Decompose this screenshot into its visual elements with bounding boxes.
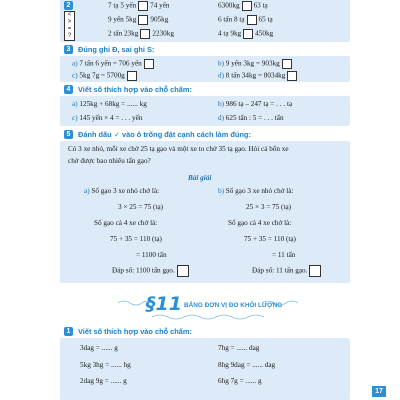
section-title: BẢNG ĐƠN VỊ ĐO KHỐI LƯỢNG (184, 302, 283, 309)
ex4-item-c: c) 145 yến × 4 = . . . yến (72, 114, 143, 122)
s1-row-3-left: 2dag 9g = ...... g (80, 377, 127, 385)
solution-a-line-2: 3 × 25 = 75 (tạ) (118, 203, 164, 211)
s1-row-2-right: 8hg 9dag = ...... dag (218, 361, 276, 369)
solution-b-line-2: 25 × 3 = 75 (tạ) (246, 203, 292, 211)
ex2-row-2-right: 6 tấn 8 tạ 65 tạ (218, 15, 273, 24)
section-exercise-1-title: Viết số thích hợp vào chỗ chấm: (78, 327, 192, 336)
solution-b-answer: Đáp số: 11 tấn gạo. (252, 265, 323, 277)
exercise-3-number: 3 (64, 45, 73, 54)
ex3-item-b: b) 9 yến 3kg = 903kg (218, 59, 294, 69)
exercise-5-title: Đánh dấu ✓ vào ô trống đặt cạnh cách làm đúng: (78, 130, 251, 139)
ex2-row-3-right: 4 tạ 9kg 450kg (218, 29, 274, 38)
exercise-3-title: Đúng ghi Đ, sai ghi S: (78, 45, 155, 54)
ex2-row-3-left: 2 tấn 23kg 2230kg (108, 29, 174, 38)
ex4-item-d: d) 625 tấn : 5 = . . . tấn (218, 114, 284, 122)
s1-row-2-left: 5kg 3hg = ...... hg (80, 361, 131, 369)
section-number: §11 (146, 293, 182, 315)
equals-sign: = (67, 26, 72, 32)
s1-row-3-right: 6hg 7g = ...... g (218, 377, 262, 385)
greater-than-sign: > (67, 19, 72, 25)
ex3-item-c: c) 5kg 7g = 5700g (72, 71, 139, 81)
page-number: 17 (372, 386, 386, 397)
section-exercise-1-number: 1 (64, 327, 73, 336)
solution-a-line-3: Số gạo cả 4 xe chở là: (94, 219, 158, 227)
s1-row-1-left: 3dag = ...... g (80, 344, 118, 352)
ex3-item-d: d) 8 tấn 34kg = 8034kg (218, 71, 299, 81)
solution-b-line-3: Số gạo cả 4 xe chở là: (228, 219, 292, 227)
ex2-row-2-left: 9 yến 5kg 905kg (108, 15, 169, 24)
solution-b-line-1: b) Số gạo 3 xe nhỏ chở là: (218, 187, 294, 195)
exercise-2-number: 2 (64, 1, 73, 10)
wave-underline (152, 315, 264, 319)
s1-row-1-right: 7hg = ...... dag (218, 344, 260, 352)
solution-a-line-4: 75 + 35 = 110 (tạ) (110, 235, 162, 243)
exercise-4-title: Viết số thích hợp vào chỗ chấm: (78, 85, 192, 94)
less-than-sign: < (67, 12, 72, 18)
solution-title: Bài giải (188, 174, 212, 182)
problem-line-2: chở được bao nhiêu tấn gạo? (68, 157, 151, 165)
solution-a-line-5: = 1100 tấn (136, 251, 167, 259)
ex2-row-1-right: 6300kg 63 tạ (218, 1, 268, 10)
solution-a-line-1: a) Số gạo 3 xe nhỏ chở là: (84, 187, 160, 195)
solution-b-line-4: 75 + 35 = 110 (tạ) (244, 235, 296, 243)
ex4-item-b: b) 986 tạ – 247 tạ = . . . tạ (218, 100, 293, 108)
exercise-5-number: 5 (64, 130, 73, 139)
problem-line-1: Có 3 xe nhỏ, mỗi xe chở 25 tạ gạo và một xe to chở 35 tạ gạo. Hỏi cả bốn xe (68, 145, 289, 153)
ex3-item-a: a) 7 tấn 6 yến = 706 yến (72, 59, 156, 69)
question-mark: ? (67, 33, 72, 39)
solution-a-answer: Đáp số: 1100 tấn gạo. (112, 265, 191, 277)
ex4-item-a: a) 125kg + 68kg = ...... kg (72, 100, 147, 108)
exercise-4-number: 4 (64, 85, 73, 94)
solution-b-line-5: = 11 tấn (272, 251, 296, 259)
ex2-row-1-left: 7 tạ 5 yến 74 yến (108, 1, 170, 10)
